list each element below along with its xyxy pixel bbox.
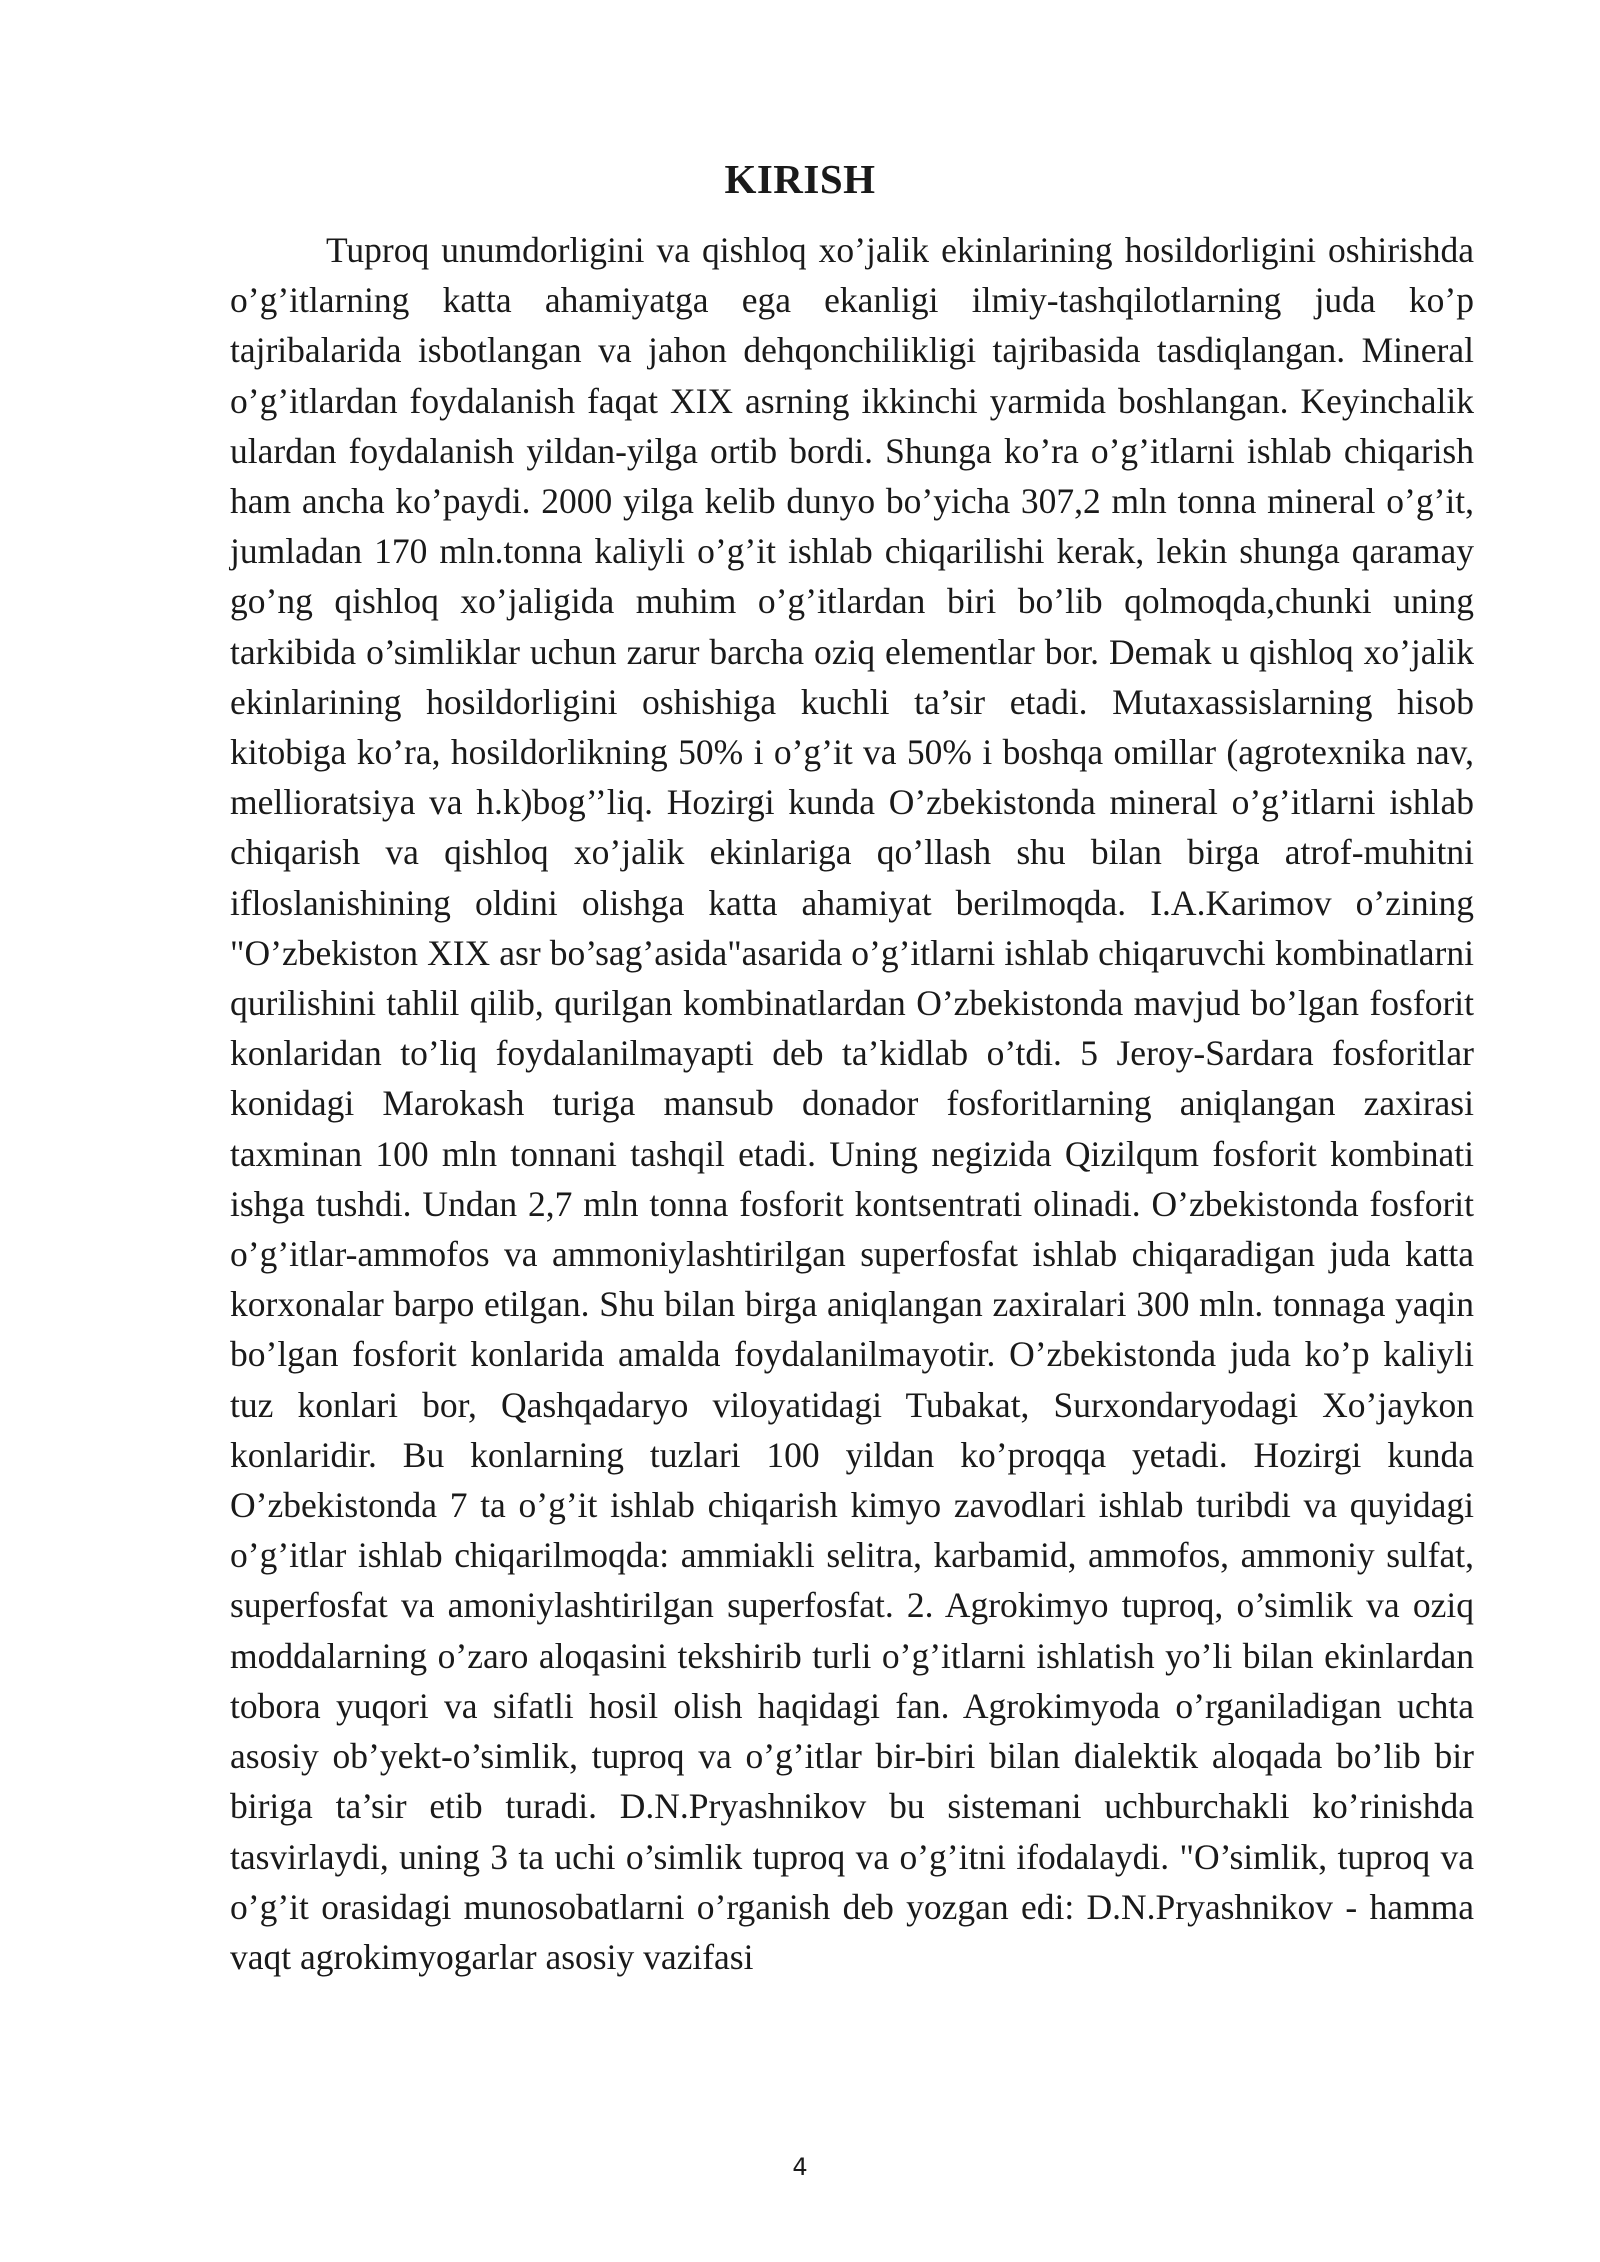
section-heading: KIRISH bbox=[724, 156, 876, 202]
body-paragraph: Tuproq unumdorligini va qishloq xo’jalik ekinlarining hosildorligini oshirishda o’g’itlarning katta ahamiyatga ega ekanligi ilmiy-tashqilotlarning juda ko’p tajribalarida isbotlangan va jahon dehqonchilikligi tajribasida tasdiqlangan. Mineral o’g’itlardan foydalanish faqat XIX asrning ikkinchi yarmida boshlangan. Keyinchalik ulardan foydalanish yildan-yilga ortib bordi. Shunga ko’ra o’g’itlarni ishlab chiqarish ham ancha ko’paydi. 2000 yilga kelib dunyo bo’yicha 307,2 mln tonna mineral o’g’it, jumladan 170 mln.tonna kaliyli o’g’it ishlab chiqarilishi kerak, lekin shunga qaramay go’ng qishloq xo’jaligida muhim o’g’itlardan biri bo’lib qolmoqda,chunki uning tarkibida o’simliklar uchun zarur barcha oziq elementlar bor. Demak u qishloq xo’jalik ekinlarining hosildorligini oshishiga kuchli ta’sir etadi. Mutaxassislarning hisob kitobiga ko’ra, hosildorlikning 50% i o’g’it va 50% i boshqa omillar (agrotexnika nav, mellioratsiya va h.k)bog’’liq. Hozirgi kunda O’zbekistonda mineral o’g’itlarni ishlab chiqarish va qishloq xo’jalik ekinlariga qo’llash shu bilan birga atrof-muhitni ifloslanishining oldini olishga katta ahamiyat berilmoqda. I.A.Karimov o’zining "O’zbekiston XIX asr bo’sag’asida"asarida o’g’itlarni ishlab chiqaruvchi kombinatlarni qurilishini tahlil qilib, qurilgan kombinatlardan O’zbekistonda mavjud bo’lgan fosforit konlaridan to’liq foydalanilmayapti deb ta’kidlab o’tdi. 5 Jeroy-Sardara fosforitlar konidagi Marokash turiga mansub donador fosforitlarning aniqlangan zaxirasi taxminan 100 mln tonnani tashqil etadi. Uning negizida Qizilqum fosforit kombinati ishga tushdi. Undan 2,7 mln tonna fosforit kontsentrati olinadi. O’zbekistonda fosforit o’g’itlar-ammofos va ammoniylashtirilgan superfosfat ishlab chiqaradigan juda katta korxonalar barpo etilgan. Shu bilan birga aniqlangan zaxiralari 300 mln. tonnaga yaqin bo’lgan fosforit konlarida amalda foydalanilmayotir. O’zbekistonda juda ko’p kaliyli tuz konlari bor, Qashqadaryo viloyatidagi Tubakat, Surxondaryodagi Xo’jaykon konlaridir. Bu konlarning tuzlari 100 yildan ko’proqqa yetadi. Hozirgi kunda O’zbekistonda 7 ta o’g’it ishlab chiqarish kimyo zavodlari ishlab turibdi va quyidagi o’g’itlar ishlab chiqarilmoqda: ammiakli selitra, karbamid, ammofos, ammoniy sulfat, superfosfat va amoniylashtirilgan superfosfat. 2. Agrokimyo tuproq, o’simlik va oziq moddalarning o’zaro aloqasini tekshirib turli o’g’itlarni ishlatish yo’li bilan ekinlardan tobora yuqori va sifatli hosil olish haqidagi fan. Agrokimyoda o’rganiladigan uchta asosiy ob’yekt-o’simlik, tuproq va o’g’itlar bir-biri bilan dialektik aloqada bo’lib bir biriga ta’sir etib turadi. D.N.Pryashnikov bu sistemani uchburchakli ko’rinishda tasvirlaydi, uning 3 ta uchi o’simlik tuproq va o’g’itni ifodalaydi. "O’simlik, tuproq va o’g’it orasidagi munosobatlarni o’rganish deb yozgan edi: D.N.Pryashnikov - hamma vaqt agrokimyogarlar asosiy vazifasi bbox=[230, 230, 1474, 1977]
page-number: 4 bbox=[792, 2153, 808, 2181]
